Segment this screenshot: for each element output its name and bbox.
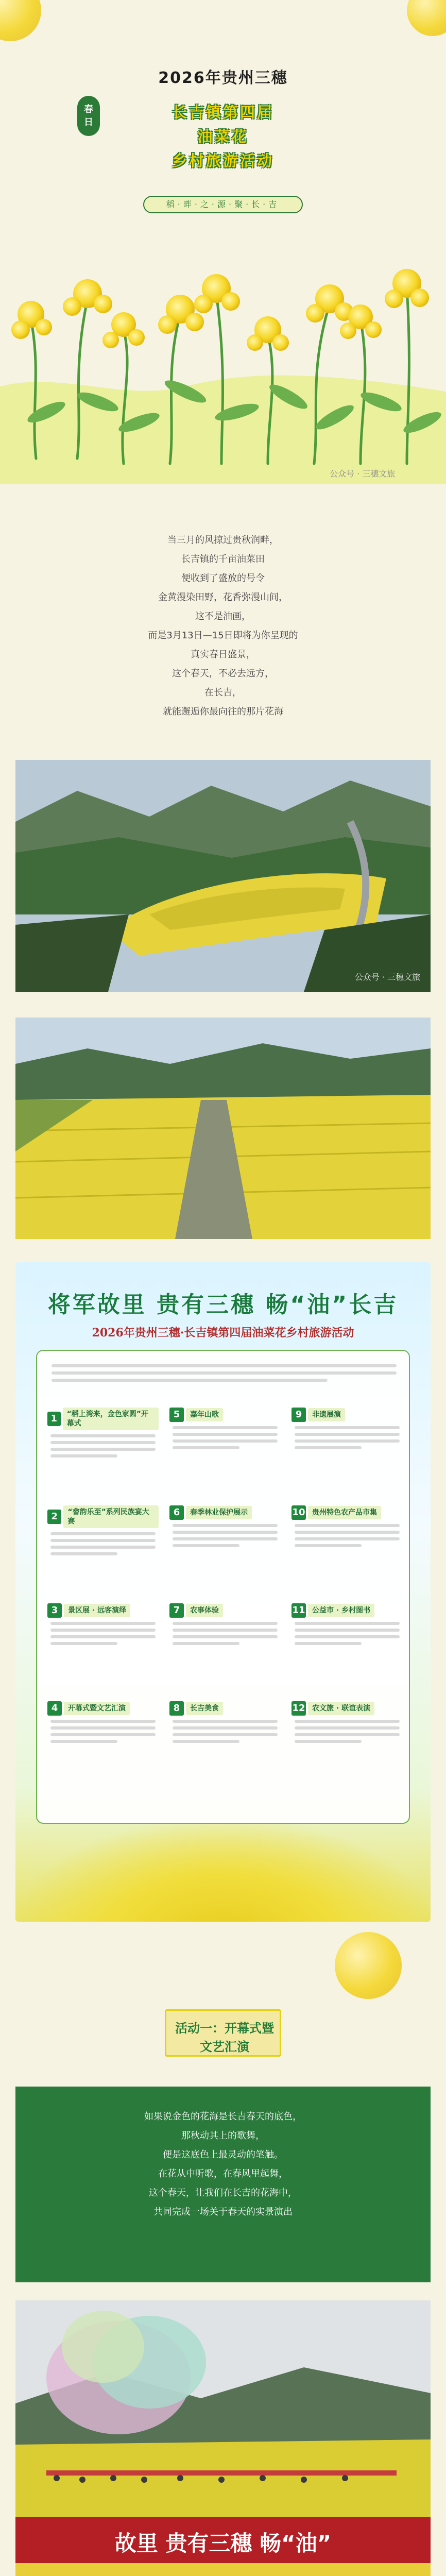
activity-tag-line: 活动一：开幕式暨	[175, 2021, 274, 2036]
program-number: 5	[169, 1408, 184, 1422]
program-item	[169, 1505, 281, 1588]
event-title-line: 油菜花	[197, 128, 249, 145]
poem-line: 这个春天，让我们在长吉的花海中，	[149, 2188, 297, 2198]
program-title: 公益市 · 乡村图书	[308, 1604, 374, 1617]
program-item	[291, 1408, 403, 1490]
stage-banner-text: 故里 贵有三穗 畅“油”	[114, 2531, 332, 2556]
photo-stage-performance	[15, 2517, 431, 2576]
program-number: 6	[169, 1505, 184, 1520]
poem-line: 便是这底色上最灵动的笔触。	[163, 2149, 283, 2160]
poem-line: 那秋动其上的歌舞，	[181, 2130, 265, 2141]
badge-char: 春	[84, 104, 93, 115]
program-title: 贵州特色农产品市集	[308, 1506, 381, 1519]
event-poster	[15, 1262, 431, 1922]
poster-intro-text	[52, 1362, 397, 1386]
intro-line: 真实春日盛景，	[191, 649, 255, 660]
program-title: 嘉年山歌	[186, 1408, 223, 1421]
rapeseed-illustration	[0, 216, 446, 484]
poster-title: 将军故里 贵有三穗 畅“油”长吉	[47, 1292, 399, 1318]
program-item	[47, 1505, 159, 1588]
aerial-photo-valley	[15, 760, 431, 992]
intro-line: 当三月的风掠过贵秋润畔，	[167, 535, 279, 546]
photo-opening-ceremony	[15, 2300, 431, 2517]
program-title: 长吉美食	[186, 1702, 223, 1715]
activity-tag-line: 文艺汇演	[200, 2040, 249, 2054]
activity-description	[15, 2087, 431, 2282]
program-title: 非遗展演	[308, 1408, 345, 1421]
page-title: 2026年贵州三穗	[158, 69, 288, 87]
poster-flower-field	[15, 1824, 431, 1922]
program-item	[169, 1408, 281, 1490]
program-item	[291, 1701, 403, 1784]
rapeseed-flower-decoration	[407, 0, 446, 36]
activity-tag	[165, 2009, 281, 2057]
program-item	[47, 1408, 159, 1490]
intro-line: 而是3月13日—15日即将为你呈现的	[148, 630, 298, 641]
watermark: 公众号 · 三穗文旅	[354, 972, 420, 982]
program-item	[169, 1603, 281, 1686]
program-item	[47, 1603, 159, 1686]
poster-program-card	[36, 1350, 410, 1824]
intro-line: 长吉镇的千亩油菜田	[181, 554, 265, 565]
program-number: 8	[169, 1701, 184, 1716]
program-item	[47, 1701, 159, 1784]
intro-line: 就能邂逅你最向往的那片花海	[163, 706, 283, 717]
intro-line: 金黄漫染田野，花香弥漫山间，	[158, 592, 288, 603]
program-number: 3	[47, 1603, 62, 1618]
rapeseed-flower-decoration	[335, 1932, 402, 1999]
watermark: 公众号 · 三穗文旅	[330, 469, 396, 479]
program-number: 7	[169, 1603, 184, 1618]
event-title-line: 乡村旅游活动	[171, 152, 274, 170]
program-number: 1	[47, 1412, 61, 1426]
program-title: 农事体验	[186, 1604, 223, 1617]
intro-line: 这不是油画，	[195, 611, 251, 622]
photo-field-road	[15, 1018, 431, 1239]
event-title	[0, 101, 446, 174]
event-title-line: 长吉镇第四届	[171, 104, 274, 121]
program-title: 开幕式暨文艺汇演	[64, 1702, 130, 1715]
program-item	[291, 1505, 403, 1588]
intro-line: 便收到了盛放的号令	[181, 573, 265, 584]
intro-line: 在长吉，	[204, 687, 242, 698]
poem-line: 共同完成一场关于春天的实景演出	[153, 2207, 293, 2217]
poster-subtitle: 2026年贵州三穗·长吉镇第四届油菜花乡村旅游活动	[92, 1326, 354, 1340]
program-title: 景区展 · 远客演绎	[64, 1604, 130, 1617]
slogan-bar: 稻·畔·之·源·聚·长·吉	[143, 196, 303, 213]
header	[0, 0, 446, 222]
program-title: “稻上湾来，金色家圆”开幕式	[63, 1408, 159, 1430]
program-number: 9	[291, 1408, 306, 1422]
intro-text	[36, 531, 410, 721]
badge-char: 日	[84, 117, 93, 128]
program-title: “畲韵乐至”系列民族宴大赛	[63, 1505, 159, 1528]
program-number: 4	[47, 1701, 62, 1716]
program-title: 农文旅 · 联谊表演	[308, 1702, 374, 1715]
poem-line: 如果说金色的花海是长吉春天的底色，	[144, 2111, 302, 2122]
program-item	[169, 1701, 281, 1784]
program-number: 2	[47, 1510, 61, 1524]
program-item	[291, 1603, 403, 1686]
intro-line: 这个春天，不必去远方，	[172, 668, 274, 679]
poem-line: 在花从中听歌，在春风里起舞，	[158, 2168, 288, 2179]
program-number: 12	[291, 1701, 306, 1716]
rapeseed-flower-decoration	[0, 0, 41, 41]
program-number: 10	[291, 1505, 306, 1520]
program-number: 11	[291, 1603, 306, 1618]
program-title: 春季林业保护展示	[186, 1506, 252, 1519]
